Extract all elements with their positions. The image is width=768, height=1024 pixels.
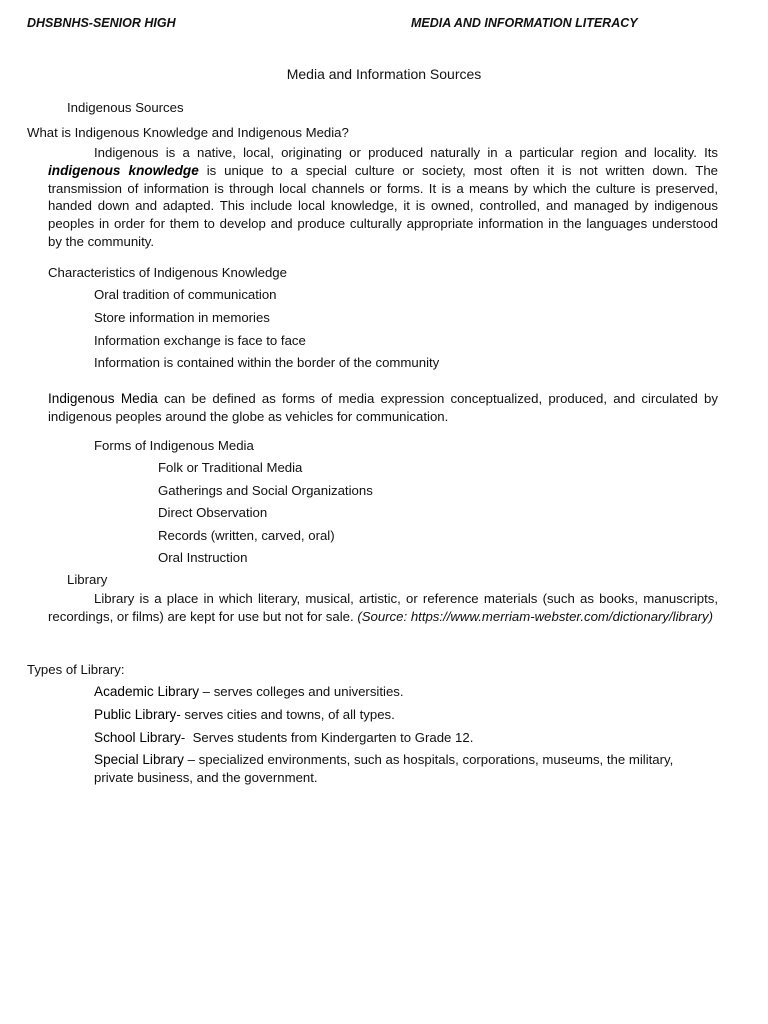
library-type-name: School Library bbox=[94, 730, 181, 745]
form-item: Folk or Traditional Media bbox=[158, 460, 303, 475]
library-type-academic bbox=[94, 683, 404, 701]
library-type-separator: – bbox=[183, 752, 199, 767]
form-item: Direct Observation bbox=[158, 505, 268, 520]
forms-heading: Forms of Indigenous Media bbox=[94, 438, 254, 453]
form-item: Oral Instruction bbox=[158, 550, 248, 565]
intro-lead: Indigenous is a native, local, originating or produced naturally in a particular region and locality. Its bbox=[94, 145, 718, 160]
library-type-desc: Serves students from Kindergarten to Grade 12. bbox=[192, 730, 474, 745]
characteristic-item: Oral tradition of communication bbox=[94, 287, 277, 302]
form-item: Gatherings and Social Organizations bbox=[158, 483, 373, 498]
indigenous-sources-heading: Indigenous Sources bbox=[67, 100, 184, 115]
library-type-name: Academic Library bbox=[94, 684, 200, 699]
library-source: (Source: https://www.merriam-webster.com/dictionary/library) bbox=[357, 608, 713, 624]
library-heading: Library bbox=[67, 572, 108, 587]
library-type-separator: - bbox=[180, 730, 193, 745]
characteristic-item: Information exchange is face to face bbox=[94, 333, 306, 348]
characteristic-item: Store information in memories bbox=[94, 310, 270, 325]
library-definition: Library is a place in which literary, musical, artistic, or reference materials (such as books, manuscripts, recordings, or films) are kept for use but not for sale. bbox=[48, 591, 718, 624]
form-item: Records (written, carved, oral) bbox=[158, 528, 335, 543]
library-paragraph bbox=[48, 590, 718, 626]
library-type-separator: – bbox=[199, 684, 214, 699]
library-type-name: Public Library bbox=[94, 707, 177, 722]
library-type-desc: serves colleges and universities. bbox=[213, 684, 404, 699]
indigenous-question: What is Indigenous Knowledge and Indigenous Media? bbox=[27, 125, 349, 140]
library-type-desc: specialized environments, such as hospitals, corporations, museums, the military, private business, and the government. bbox=[94, 752, 674, 785]
header-subject: MEDIA AND INFORMATION LITERACY bbox=[411, 16, 638, 30]
library-type-desc: serves cities and towns, of all types. bbox=[184, 707, 395, 722]
indigenous-media-paragraph bbox=[48, 390, 718, 426]
library-type-special bbox=[94, 751, 714, 787]
media-definition: can be defined as forms of media expression conceptualized, produced, and circulated by indigenous peoples around the globe as vehicles for communication. bbox=[48, 391, 718, 424]
library-type-school bbox=[94, 729, 473, 747]
characteristics-heading: Characteristics of Indigenous Knowledge bbox=[48, 265, 287, 280]
characteristic-item: Information is contained within the border of the community bbox=[94, 355, 440, 370]
media-term: Indigenous Media bbox=[48, 391, 158, 406]
types-heading: Types of Library: bbox=[27, 662, 125, 677]
indigenous-intro-paragraph bbox=[48, 144, 718, 251]
intro-rest: is unique to a special culture or society, most often it is not written down. The transmission of information is through local channels or forms. It is a means by which the culture is preserved, handed down and adapted. This include local knowledge, it is owned, controlled, and managed by indigenous peoples in order for them to develop and produce culturally appropriate information in the languages understood by the community. bbox=[48, 162, 718, 249]
page-title: Media and Information Sources bbox=[286, 66, 482, 82]
library-type-separator: - bbox=[176, 707, 185, 722]
header-school: DHSBNHS-SENIOR HIGH bbox=[27, 16, 176, 30]
library-type-name: Special Library bbox=[94, 752, 184, 767]
intro-term: indigenous knowledge bbox=[48, 162, 199, 178]
library-type-public bbox=[94, 706, 395, 724]
